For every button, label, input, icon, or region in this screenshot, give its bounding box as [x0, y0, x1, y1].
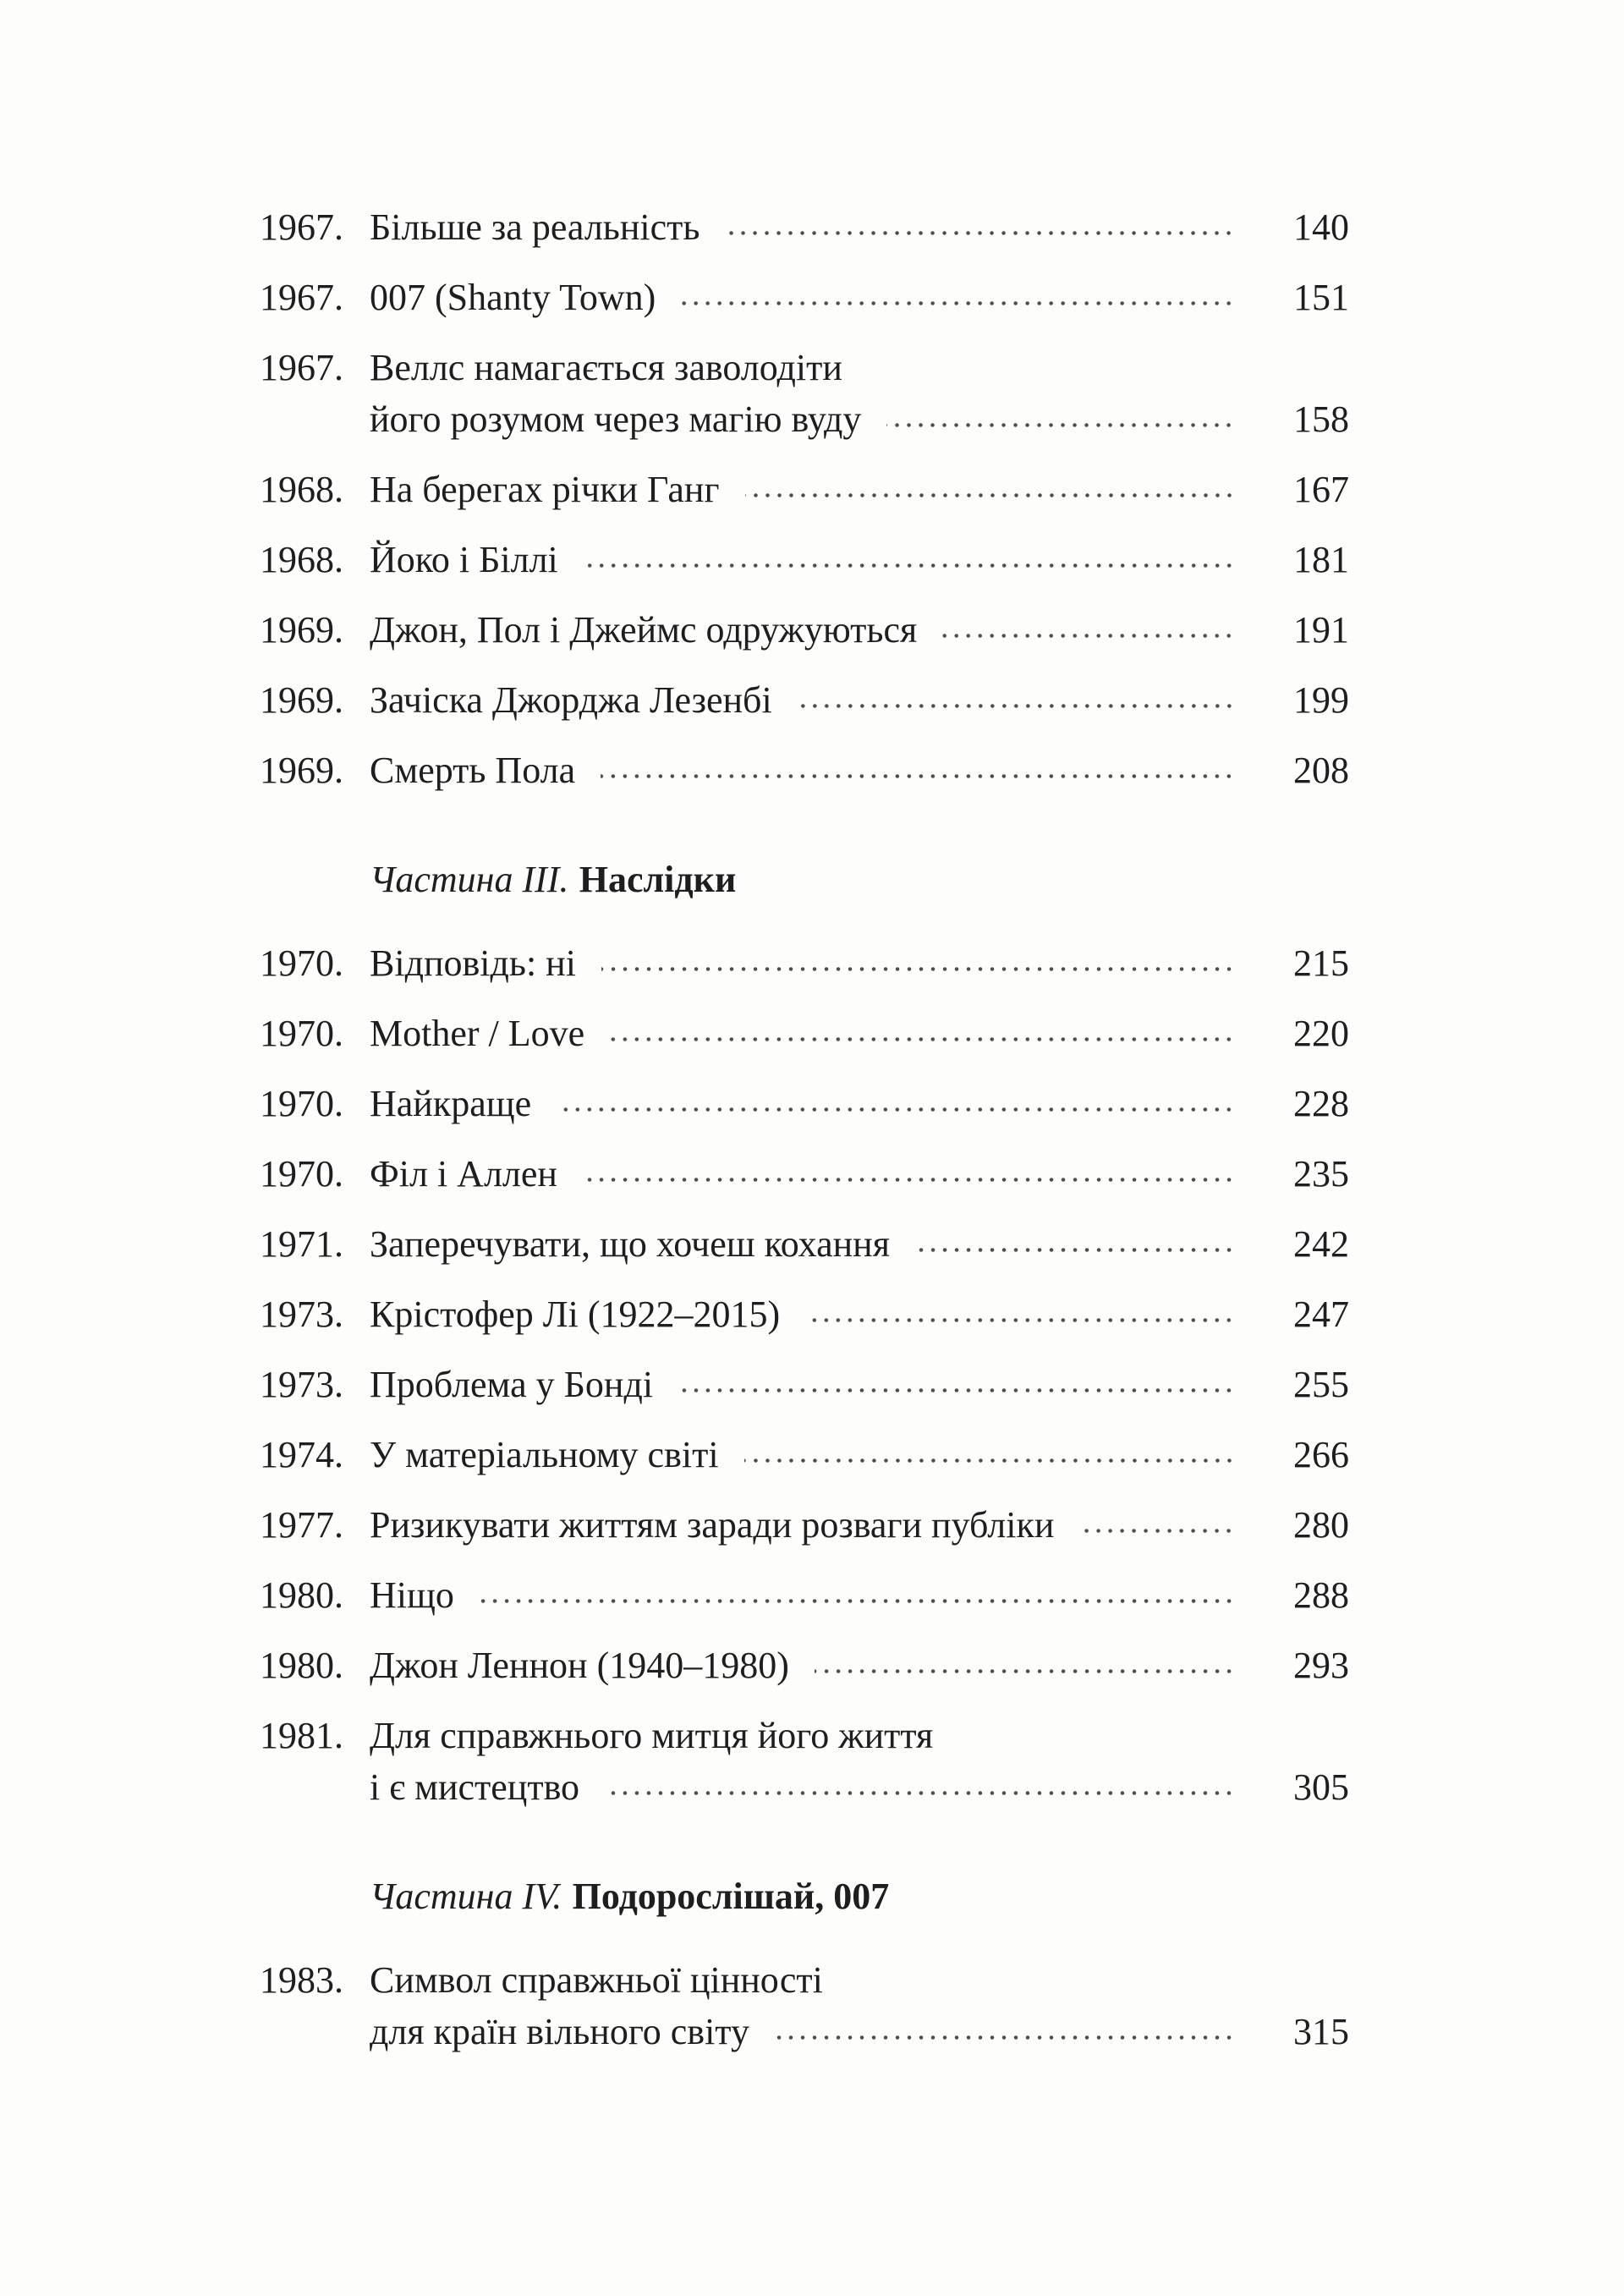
dotted-leader: [744, 1454, 1235, 1467]
toc-entry-year: 1970.: [260, 1083, 343, 1124]
toc-entry-page-number: 140: [1293, 206, 1349, 248]
toc-entry-lines: [370, 1569, 1349, 1621]
toc-entry-lines: [370, 1710, 1349, 1813]
toc-entry-title-line: Для справжнього митця його життя: [370, 1715, 934, 1756]
toc-entry: [260, 744, 1349, 796]
toc-entry-page-number: 242: [1293, 1223, 1349, 1265]
toc-entry: [260, 201, 1349, 253]
toc-entry-year: 1969.: [260, 609, 343, 651]
toc-entry-lines: [370, 342, 1349, 445]
toc-entry-page-number: 208: [1293, 750, 1349, 791]
section-heading-part-label: Частина III.: [370, 859, 569, 900]
dotted-leader: [610, 1033, 1235, 1046]
toc-entry-year: 1970.: [260, 942, 343, 984]
toc-entry-year: 1968.: [260, 469, 343, 510]
toc-entry-title: Ніщо: [370, 1574, 454, 1616]
toc-entry-title: Джон, Пол і Джеймс одружуються: [370, 609, 918, 651]
toc-entry-lines: [370, 744, 1349, 796]
toc-entry: [260, 1954, 1349, 2057]
toc-entry-year: 1971.: [260, 1223, 343, 1265]
dotted-leader: [605, 1787, 1235, 1799]
toc-entry-page-number: 305: [1293, 1766, 1349, 1808]
toc-entry-last-line: [370, 1218, 1349, 1270]
section-heading: [370, 1870, 1349, 1922]
toc-entry-lines: [370, 1288, 1349, 1340]
toc-entry-last-line: [370, 1761, 1349, 1813]
dotted-leader: [798, 700, 1235, 712]
toc-entry: [260, 464, 1349, 515]
toc-entry-title: Йоко і Біллі: [370, 539, 558, 580]
toc-entry-last-line: [370, 1288, 1349, 1340]
toc-entry-last-line: [370, 1148, 1349, 1200]
toc-entry-page-number: 158: [1293, 398, 1349, 440]
toc-entry-title: Ризикувати життям заради розваги публіки: [370, 1504, 1055, 1546]
toc-entry-title: У матеріальному світі: [370, 1434, 719, 1475]
toc-entry-last-line: [370, 464, 1349, 515]
toc-entry-year: 1977.: [260, 1504, 343, 1546]
toc-entry-year: 1968.: [260, 539, 343, 580]
dotted-leader: [1079, 1524, 1235, 1537]
toc-entry-lines: [370, 1218, 1349, 1270]
toc-entry-page-number: 315: [1293, 2011, 1349, 2052]
toc-entry-title: Більше за реальність: [370, 206, 700, 248]
toc-entry-last-line: [370, 201, 1349, 253]
toc-entry-lines: [370, 1148, 1349, 1200]
toc-entry: [260, 1640, 1349, 1691]
toc-entry-year: 1967.: [260, 347, 343, 388]
dotted-leader: [815, 1665, 1235, 1678]
toc-entry-year: 1974.: [260, 1434, 343, 1475]
toc-entry-lines: [370, 674, 1349, 726]
toc-entry-title: Відповідь: ні: [370, 942, 576, 984]
toc-entry-page-number: 191: [1293, 609, 1349, 651]
toc-entry-lines: [370, 1078, 1349, 1129]
toc-entry-year: 1980.: [260, 1645, 343, 1686]
toc-entry-page-number: 181: [1293, 539, 1349, 580]
dotted-leader: [942, 629, 1235, 642]
toc-entry-title: Mother / Love: [370, 1013, 585, 1054]
section-heading: [370, 854, 1349, 905]
dotted-leader: [557, 1103, 1235, 1116]
toc-entry: [260, 1008, 1349, 1059]
toc-entry-year: 1981.: [260, 1715, 343, 1756]
toc-entry: [260, 937, 1349, 989]
toc-entry-lines: [370, 604, 1349, 656]
toc-entry-last-line: [370, 674, 1349, 726]
toc-entry-title: 007 (Shanty Town): [370, 277, 656, 318]
toc-entry-title: Проблема у Бонді: [370, 1364, 654, 1405]
toc-entry-title-line: Веллс намагається заволодіти: [370, 347, 842, 388]
toc-entry-page-number: 266: [1293, 1434, 1349, 1475]
toc-entry-title: Зачіска Джорджа Лезенбі: [370, 679, 772, 721]
toc-entry-lines: [370, 1359, 1349, 1410]
toc-entry: [260, 342, 1349, 445]
dotted-leader: [725, 227, 1235, 239]
toc-entry-title: для країн вільного світу: [370, 2011, 749, 2052]
toc-entry-last-line: [370, 1359, 1349, 1410]
dotted-leader: [681, 297, 1235, 310]
toc-entry-title: його розумом через магію вуду: [370, 398, 862, 440]
toc-entry-page-number: 167: [1293, 469, 1349, 510]
toc-entry-year: 1967.: [260, 277, 343, 318]
toc-entry-lines: [370, 272, 1349, 323]
toc-entry-page-number: 288: [1293, 1574, 1349, 1616]
section-heading-part-label: Частина IV.: [370, 1876, 562, 1917]
toc-entry-page-number: 235: [1293, 1153, 1349, 1195]
toc-entry-title: Крістофер Лі (1922–2015): [370, 1294, 781, 1335]
dotted-leader: [915, 1244, 1235, 1256]
toc-entry: [260, 1429, 1349, 1480]
toc-entry-last-line: [370, 1569, 1349, 1621]
dotted-leader: [601, 770, 1235, 783]
toc-entry-page-number: 280: [1293, 1504, 1349, 1546]
toc-entry: [260, 1218, 1349, 1270]
toc-entry-lines: [370, 1008, 1349, 1059]
toc-entry-page-number: 199: [1293, 679, 1349, 721]
toc-entry: [260, 1288, 1349, 1340]
toc-entry-page-number: 228: [1293, 1083, 1349, 1124]
toc-entry-lines: [370, 1499, 1349, 1551]
toc-entry-page-number: 215: [1293, 942, 1349, 984]
toc-entry-lines: [370, 201, 1349, 253]
toc-entry-year: 1970.: [260, 1013, 343, 1054]
toc-entry-title: Заперечувати, що хочеш кохання: [370, 1223, 890, 1265]
toc-entry-page-number: 255: [1293, 1364, 1349, 1405]
toc-entry-lines: [370, 1640, 1349, 1691]
toc-entry-year: 1970.: [260, 1153, 343, 1195]
toc-entry-page-number: 151: [1293, 277, 1349, 318]
toc-entry-year: 1969.: [260, 679, 343, 721]
toc-entry-last-line: [370, 1008, 1349, 1059]
dotted-leader: [678, 1384, 1235, 1397]
toc-entry-last-line: [370, 744, 1349, 796]
toc-entry-title: Джон Леннон (1940–1980): [370, 1645, 789, 1686]
toc-entry-last-line: [370, 534, 1349, 585]
toc-entry-title: Філ і Аллен: [370, 1153, 557, 1195]
toc-entry-year: 1973.: [260, 1364, 343, 1405]
toc-entry-lines: [370, 464, 1349, 515]
section-heading-title: Наслідки: [579, 859, 737, 900]
toc-entry-last-line: [370, 393, 1349, 445]
dotted-leader: [583, 1173, 1235, 1186]
toc-entry-title: Смерть Пола: [370, 750, 576, 791]
toc-entry-page-number: 220: [1293, 1013, 1349, 1054]
toc-entry-title-line: Символ справжньої цінності: [370, 1959, 823, 2001]
toc-entry-last-line: [370, 272, 1349, 323]
toc-entry-last-line: [370, 1640, 1349, 1691]
toc-entry-lines: [370, 1954, 1349, 2057]
toc-entry: [260, 272, 1349, 323]
toc-entry-year: 1973.: [260, 1294, 343, 1335]
toc-entry-lines: [370, 534, 1349, 585]
dotted-leader: [886, 419, 1235, 431]
toc-entry-page-number: 293: [1293, 1645, 1349, 1686]
toc-entry-year: 1980.: [260, 1574, 343, 1616]
dotted-leader: [584, 559, 1235, 572]
dotted-leader: [805, 1314, 1235, 1327]
toc-entry-last-line: [370, 604, 1349, 656]
toc-entry: [260, 1710, 1349, 1813]
toc-entry: [260, 674, 1349, 726]
toc-entry: [260, 1499, 1349, 1551]
toc-entry-year: 1983.: [260, 1959, 343, 2001]
toc-entry: [260, 1078, 1349, 1129]
toc-entry-last-line: [370, 1429, 1349, 1480]
toc-entry: [260, 1569, 1349, 1621]
toc-entry-lines: [370, 1429, 1349, 1480]
toc-entry: [260, 534, 1349, 585]
dotted-leader: [775, 2031, 1235, 2044]
dotted-leader: [601, 963, 1235, 975]
toc-entry: [260, 1359, 1349, 1410]
toc-entry-title: На берегах річки Ганг: [370, 469, 720, 510]
toc-entry-last-line: [370, 2006, 1349, 2057]
section-heading-title: Подорослішай, 007: [572, 1876, 890, 1917]
toc-entry-title: Найкраще: [370, 1083, 532, 1124]
toc-entry-page-number: 247: [1293, 1294, 1349, 1335]
toc-entry-title: і є мистецтво: [370, 1766, 580, 1808]
toc-entry-last-line: [370, 937, 1349, 989]
toc-entry-last-line: [370, 1499, 1349, 1551]
toc-entry-year: 1969.: [260, 750, 343, 791]
toc-entry-year: 1967.: [260, 206, 343, 248]
table-of-contents: [260, 201, 1349, 2057]
dotted-leader: [480, 1595, 1235, 1607]
toc-entry-lines: [370, 937, 1349, 989]
dotted-leader: [745, 489, 1236, 502]
toc-entry-last-line: [370, 1078, 1349, 1129]
toc-entry: [260, 1148, 1349, 1200]
toc-entry: [260, 604, 1349, 656]
